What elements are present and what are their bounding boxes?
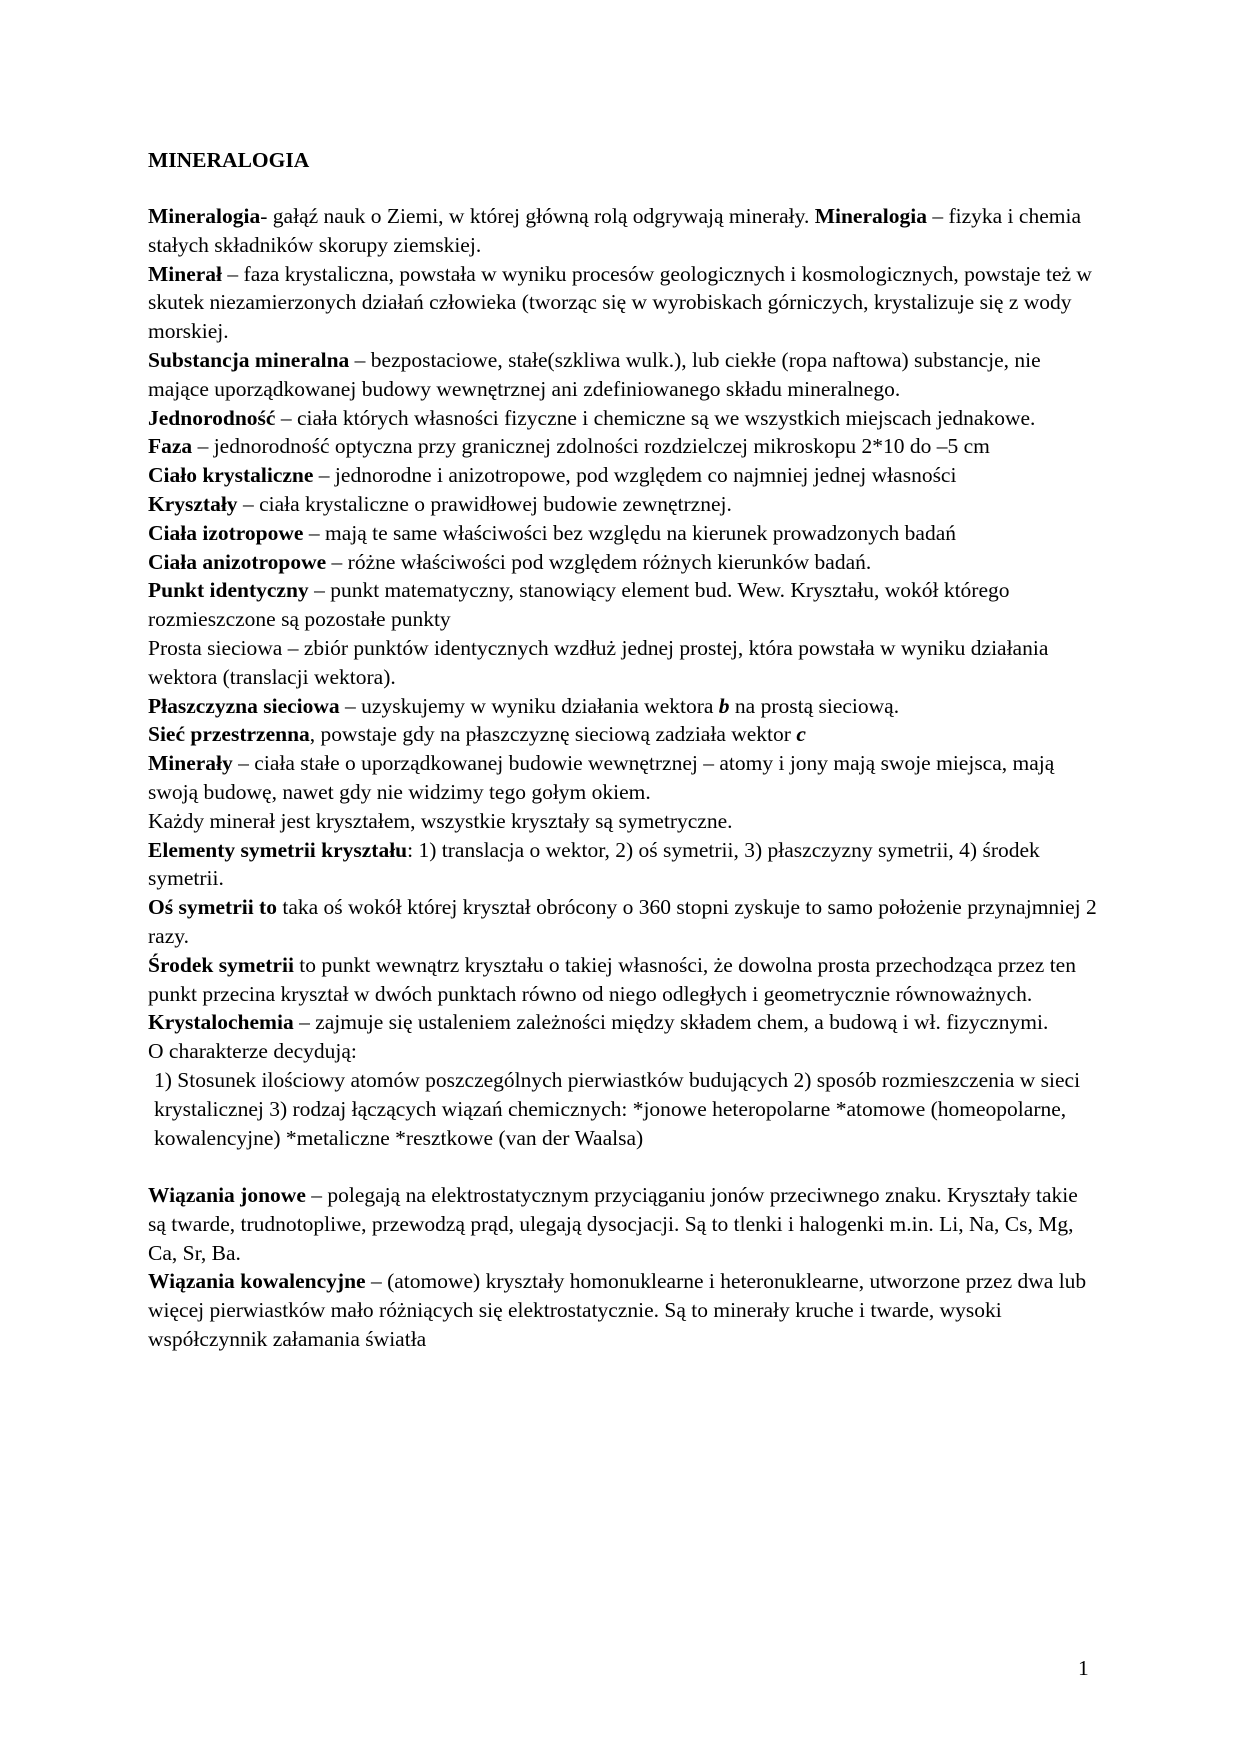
definition: – punkt matematyczny, stanowiący element bud. Wew. Kryształu, wokół którego rozmieszczone są pozostałe punkty (148, 578, 1010, 632)
paragraph-mineraly (148, 749, 1098, 807)
paragraph-srodek-symetrii (148, 951, 1098, 1009)
definition: – fizyka i chemia stałych składników skorupy ziemskiej. (148, 204, 1081, 257)
definition: – uzyskujemy w wyniku działania wektora (339, 693, 719, 718)
paragraph-wiazania-jonowe (148, 1181, 1098, 1267)
definition: na prostą sieciową. (729, 693, 900, 718)
term: Punkt identyczny (148, 578, 309, 603)
paragraph-ciala-anizotropowe (148, 548, 1098, 577)
definition: – (atomowe) kryształy homonuklearne i heteronuklearne, utworzone przez dwa lub więcej pierwiastków mało różniących się elektrostatycznie. Są to minerały kruche i twarde, wysoki współczynnik załamania światła (148, 1269, 1087, 1352)
definition: – mają te same właściwości bez względu na kierunek prowadzonych badań (303, 520, 956, 545)
definition: : 1) translacja o wektor, 2) oś symetrii, 3) płaszczyzny symetrii, 4) środek symetrii. (148, 837, 1040, 891)
term: Minerały (148, 751, 233, 776)
definition: – zajmuje się ustaleniem zależności między składem chem, a budową i wł. fizycznymi. (293, 1010, 1049, 1035)
paragraph-o-charakterze: O charakterze decydują: (148, 1039, 357, 1064)
paragraph-punkt-identyczny (148, 576, 1098, 634)
term: Minerał (148, 261, 223, 286)
paragraph-cialo-krystaliczne (148, 461, 1098, 490)
definition: taka oś wokół której kryształ obrócony o 360 stopni zyskuje to samo położenie przynajmniej 2 razy. (148, 895, 1097, 948)
paragraph-faza (148, 432, 1098, 461)
term: Krystalochemia (148, 1010, 294, 1035)
definition: – faza krystaliczna, powstała w wyniku procesów geologicznych i kosmologicznych, powstaje też w skutek niezamierzonych działań człowieka (tworząc się w wyrobiskach górniczych, krystalizuje się z wody morskiej. (148, 261, 1092, 344)
term: Mineralogia (148, 204, 261, 228)
term: Substancja mineralna (148, 347, 350, 372)
blank-line (148, 1152, 1098, 1181)
paragraph-os-symetrii (148, 893, 1098, 951)
term: Środek symetrii (148, 952, 294, 977)
term: Wiązania kowalencyjne (148, 1269, 366, 1294)
term: Kryształy (148, 491, 238, 516)
term: Faza (148, 434, 193, 459)
paragraph-kazdy-mineral: Każdy minerał jest kryształem, wszystkie kryształy są symetryczne. (148, 808, 733, 833)
document-title: MINERALOGIA (148, 148, 310, 172)
paragraph-czynniki-list: 1) Stosunek ilościowy atomów poszczególnych pierwiastków budujących 2) sposób rozmieszczenia w sieci krystalicznej 3) rodzaj łączących wiązań chemicznych: *jonowe heteropolarne *atomowe (homeopolarne, kowalencyjne) *metaliczne *resztkowe (van der Waalsa) (154, 1067, 1081, 1150)
paragraph-ciala-izotropowe (148, 519, 1098, 548)
paragraph-prosta-sieciowa: Prosta sieciowa – zbiór punktów identycznych wzdłuż jednej prostej, która powstała w wyniku działania wektora (translacji wektora). (148, 635, 1049, 689)
page-number: 1 (1078, 1656, 1089, 1680)
document-body (148, 146, 1098, 1354)
vector-symbol: b (718, 693, 730, 718)
term: Oś symetrii to (148, 895, 277, 920)
paragraph-jednorodnosc (148, 404, 1098, 433)
definition: – ciała stałe o uporządkowanej budowie wewnętrznej – atomy i jony mają swoje miejsca, mają swoją budowę, nawet gdy nie widzimy tego gołym okiem. (148, 751, 1055, 804)
term: Ciała izotropowe (148, 520, 304, 545)
term: Jednorodność (148, 405, 276, 430)
definition: to punkt wewnątrz kryształu o takiej własności, że dowolna prosta przechodząca przez ten punkt przecina kryształ w dwóch punktach równo od niego odległych i geometrycznie równoważnych. (148, 952, 1076, 1006)
paragraph-krystalochemia (148, 1008, 1098, 1037)
vector-symbol: c (796, 722, 806, 747)
paragraph-siec-przestrzenna (148, 720, 1098, 749)
paragraph-plaszczyzna-sieciowa (148, 692, 1098, 721)
paragraph-mineral (148, 260, 1098, 346)
term: Ciała anizotropowe (148, 549, 327, 574)
definition: , powstaje gdy na płaszczyznę sieciową zadziała wektor (309, 722, 797, 747)
term: Wiązania jonowe (148, 1183, 306, 1208)
definition: – jednorodne i anizotropowe, pod względem co najmniej jednej własności (313, 463, 957, 488)
term: Ciało krystaliczne (148, 463, 314, 488)
term: Mineralogia (814, 204, 927, 228)
paragraph-mineralogia (148, 202, 1098, 260)
definition: – ciała krystaliczne o prawidłowej budowie zewnętrznej. (237, 491, 732, 516)
paragraph-elementy-symetrii (148, 836, 1098, 894)
term: Sieć przestrzenna (148, 722, 310, 747)
term: Elementy symetrii kryształu (148, 837, 408, 862)
paragraph-krysztaly (148, 490, 1098, 519)
definition: - gałąź nauk o Ziemi, w której główną rolą odgrywają minerały. (260, 204, 815, 228)
definition: – różne właściwości pod względem różnych kierunków badań. (326, 549, 872, 574)
definition: – ciała których własności fizyczne i chemiczne są we wszystkich miejscach jednakowe. (275, 405, 1036, 430)
definition: – bezpostaciowe, stałe(szkliwa wulk.), lub ciekłe (ropa naftowa) substancje, nie mające uporządkowanej budowy wewnętrznej ani zdefiniowanego składu mineralnego. (148, 347, 1041, 401)
definition: – polegają na elektrostatycznym przyciąganiu jonów przeciwnego znaku. Kryształy takie są twarde, trudnotopliwe, przewodzą prąd, ulegają dysocjacji. Są to tlenki i halogenki m.in. Li, Na, Cs, Mg, Ca, Sr, Ba. (148, 1183, 1078, 1265)
paragraph-wiazania-kowalencyjne (148, 1267, 1098, 1353)
paragraph-substancja-mineralna (148, 346, 1098, 404)
definition: – jednorodność optyczna przy granicznej zdolności rozdzielczej mikroskopu 2*10 do –5 cm (192, 434, 990, 459)
term: Płaszczyzna sieciowa (148, 693, 340, 718)
